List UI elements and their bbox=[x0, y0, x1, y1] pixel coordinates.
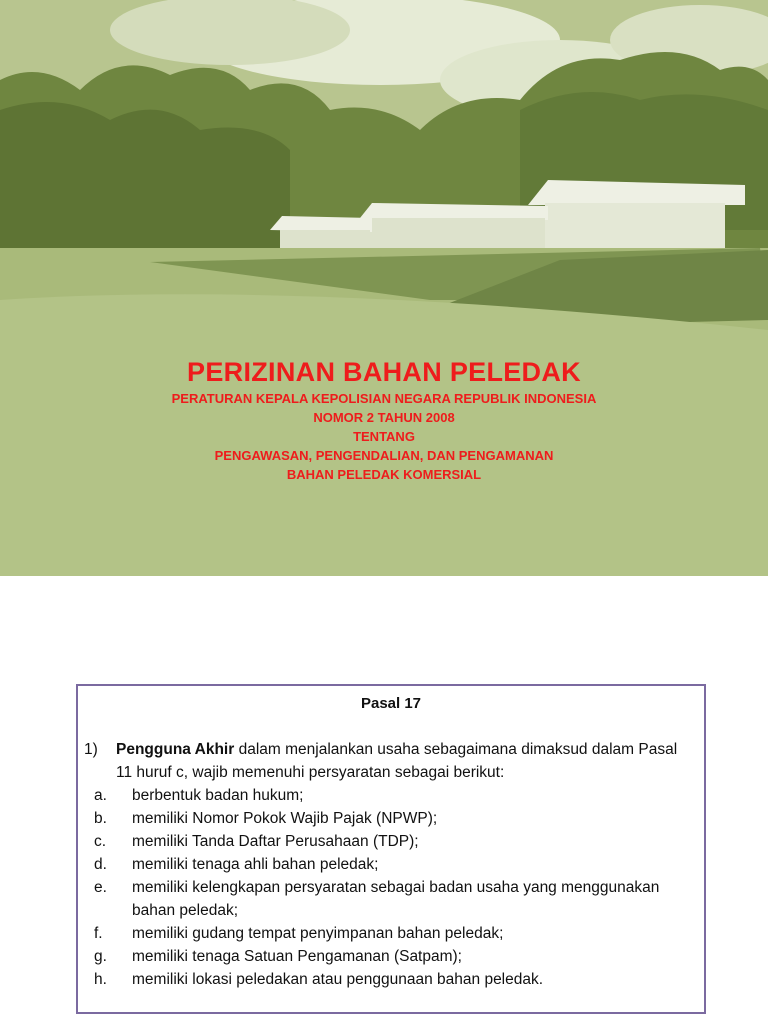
cover-subtitle-line: BAHAN PELEDAK KOMERSIAL bbox=[286, 467, 482, 482]
list-item bbox=[94, 853, 694, 876]
list-item bbox=[94, 922, 694, 945]
list-letter: g. bbox=[94, 948, 107, 965]
cover-title-block bbox=[0, 355, 768, 484]
article-heading: Pasal 17 bbox=[360, 695, 422, 712]
list-item bbox=[94, 876, 694, 922]
list-text: memiliki gudang tempat penyimpanan bahan peledak; bbox=[132, 925, 504, 942]
list-letter: d. bbox=[94, 856, 107, 873]
item-text bbox=[116, 738, 694, 784]
cover-title: PERIZINAN BAHAN PELEDAK bbox=[187, 357, 581, 387]
list-text: memiliki tenaga Satuan Pengamanan (Satpam); bbox=[132, 948, 462, 965]
list-letter: a. bbox=[94, 787, 107, 804]
list-item bbox=[94, 784, 694, 807]
list-text: berbentuk badan hukum; bbox=[132, 787, 304, 804]
cover-subtitle-line: TENTANG bbox=[353, 429, 415, 444]
list-letter: b. bbox=[94, 810, 107, 827]
item-number: 1) bbox=[84, 741, 98, 758]
cover-subtitle-line: PERATURAN KEPALA KEPOLISIAN NEGARA REPUBLIK INDONESIA bbox=[171, 391, 597, 406]
list-letter: h. bbox=[94, 971, 107, 988]
list-item bbox=[94, 945, 694, 968]
article-item bbox=[84, 738, 694, 991]
item-body: dalam menjalankan usaha sebagaimana dimaksud dalam Pasal 11 huruf c, wajib memenuhi persyaratan sebagai berikut: bbox=[116, 741, 678, 781]
list-letter: c. bbox=[94, 833, 107, 850]
list-text: memiliki lokasi peledakan atau penggunaan bahan peledak. bbox=[132, 971, 544, 988]
list-text: memiliki kelengkapan persyaratan sebagai badan usaha yang menggunakan bahan peledak; bbox=[132, 879, 660, 919]
list-item bbox=[94, 807, 694, 830]
list-item bbox=[94, 968, 694, 991]
list-text: memiliki Nomor Pokok Wajib Pajak (NPWP); bbox=[132, 810, 438, 827]
list-letter: f. bbox=[94, 925, 103, 942]
cover-subtitle-line: PENGAWASAN, PENGENDALIAN, DAN PENGAMANAN bbox=[214, 448, 554, 463]
item-bold-term: Pengguna Akhir bbox=[116, 741, 235, 758]
list-item bbox=[94, 830, 694, 853]
article-box bbox=[76, 684, 706, 1014]
list-text: memiliki Tanda Daftar Perusahaan (TDP); bbox=[132, 833, 419, 850]
list-letter: e. bbox=[94, 879, 107, 896]
cover-subtitle-line: NOMOR 2 TAHUN 2008 bbox=[313, 410, 455, 425]
list-text: memiliki tenaga ahli bahan peledak; bbox=[132, 856, 379, 873]
requirements-list bbox=[84, 784, 694, 991]
